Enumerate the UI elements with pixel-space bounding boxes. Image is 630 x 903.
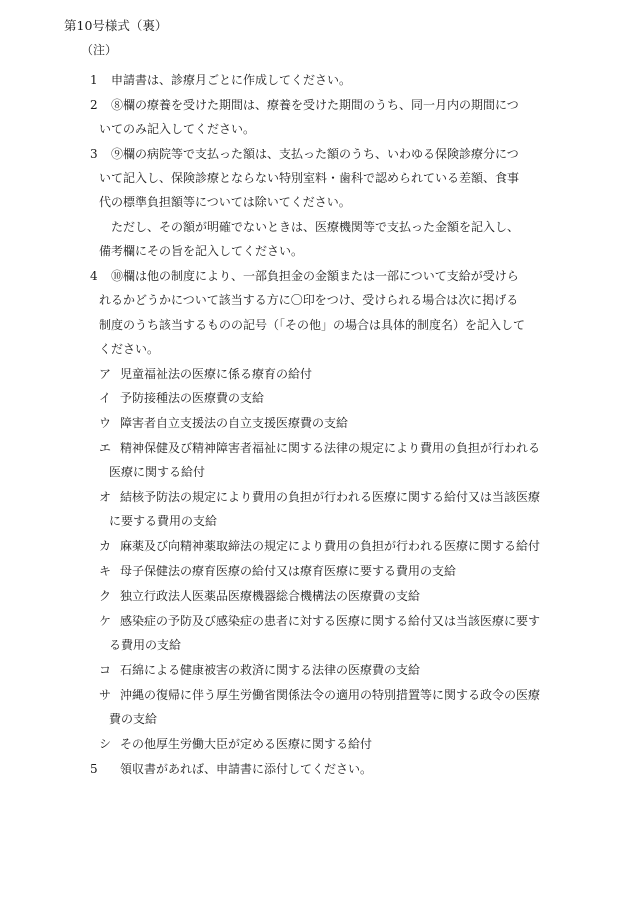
sub-item-text: 結核予防法の規定により費用の負担が行われる医療に関する給付又は当該医療: [120, 490, 541, 504]
sub-item-text: る費用の支給: [109, 638, 182, 652]
item-text: いてのみ記入してください。: [99, 122, 256, 136]
sub-item-text: 費の支給: [109, 712, 158, 726]
item-text: 制度のうち該当するものの記号（「その他」の場合は具体的制度名）を記入して: [99, 318, 526, 332]
sub-item-letter: シ: [99, 737, 112, 751]
item-number: 2: [90, 98, 98, 112]
item-text: 領収書があれば、申請書に添付してください。: [120, 762, 373, 776]
proviso-text: 備考欄にその旨を記入してください。: [99, 244, 304, 258]
sub-item-letter: キ: [99, 564, 112, 578]
sub-item-letter: エ: [99, 441, 112, 455]
item-text: 申請書は、診療月ごとに作成してください。: [111, 73, 352, 87]
sub-item-letter: ク: [99, 589, 112, 603]
item-text: ください。: [99, 342, 160, 356]
sub-item-letter: オ: [99, 490, 112, 504]
sub-item-letter: コ: [99, 663, 112, 677]
item-text: いて記入し、保険診療とならない特別室料・歯科で認められている差額、食事: [99, 171, 520, 185]
item-text: ⑨欄の病院等で支払った額は、支払った額のうち、いわゆる保険診療分につ: [111, 147, 519, 161]
sub-item-letter: ケ: [99, 614, 112, 628]
sub-item-text: 母子保健法の療育医療の給付又は療育医療に要する費用の支給: [120, 564, 457, 578]
sub-item-text: 沖縄の復帰に伴う厚生労働省関係法令の適用の特別措置等に関する政令の医療: [120, 688, 541, 702]
sub-item-text: 障害者自立支援法の自立支援医療費の支給: [120, 416, 349, 430]
item-text: ⑧欄の療養を受けた期間は、療養を受けた期間のうち、同一月内の期間につ: [111, 98, 519, 112]
item-text: 代の標準負担額等については除いてください。: [99, 195, 351, 209]
item-number: 4: [90, 269, 98, 283]
sub-item-text: 精神保健及び精神障害者福祉に関する法律の規定により費用の負担が行われる: [120, 441, 541, 455]
item-text: ⑩欄は他の制度により、一部負担金の金額または一部について支給が受けら: [111, 269, 519, 283]
sub-item-text: その他厚生労働大臣が定める医療に関する給付: [120, 737, 373, 751]
note-label: （注）: [81, 43, 118, 57]
sub-item-letter: サ: [99, 688, 112, 702]
sub-item-text: 感染症の予防及び感染症の患者に対する医療に関する給付又は当該医療に要す: [120, 614, 541, 628]
sub-item-text: 医療に関する給付: [109, 465, 206, 479]
sub-item-text: 児童福祉法の医療に係る療育の給付: [120, 367, 313, 381]
item-text: れるかどうかについて該当する方に〇印をつけ、受けられる場合は次に掲げる: [99, 293, 519, 307]
item-number: 3: [90, 147, 98, 161]
sub-item-letter: ア: [99, 367, 112, 381]
sub-item-text: 独立行政法人医薬品医療機器総合機構法の医療費の支給: [120, 589, 421, 603]
sub-item-text: 石綿による健康被害の救済に関する法律の医療費の支給: [120, 663, 421, 677]
sub-item-letter: ウ: [99, 416, 112, 430]
item-number: 1: [90, 73, 98, 87]
sub-item-letter: カ: [99, 539, 112, 553]
form-heading: 第10号様式（裏）: [64, 18, 168, 33]
proviso-text: ただし、その額が明確でないときは、医療機関等で支払った金額を記入し、: [111, 220, 520, 234]
item-number: 5: [90, 762, 98, 776]
sub-item-text: 予防接種法の医療費の支給: [120, 391, 265, 405]
sub-item-text: 麻薬及び向精神薬取締法の規定により費用の負担が行われる医療に関する給付: [120, 539, 541, 553]
sub-item-letter: イ: [99, 391, 112, 405]
sub-item-text: に要する費用の支給: [109, 514, 218, 528]
